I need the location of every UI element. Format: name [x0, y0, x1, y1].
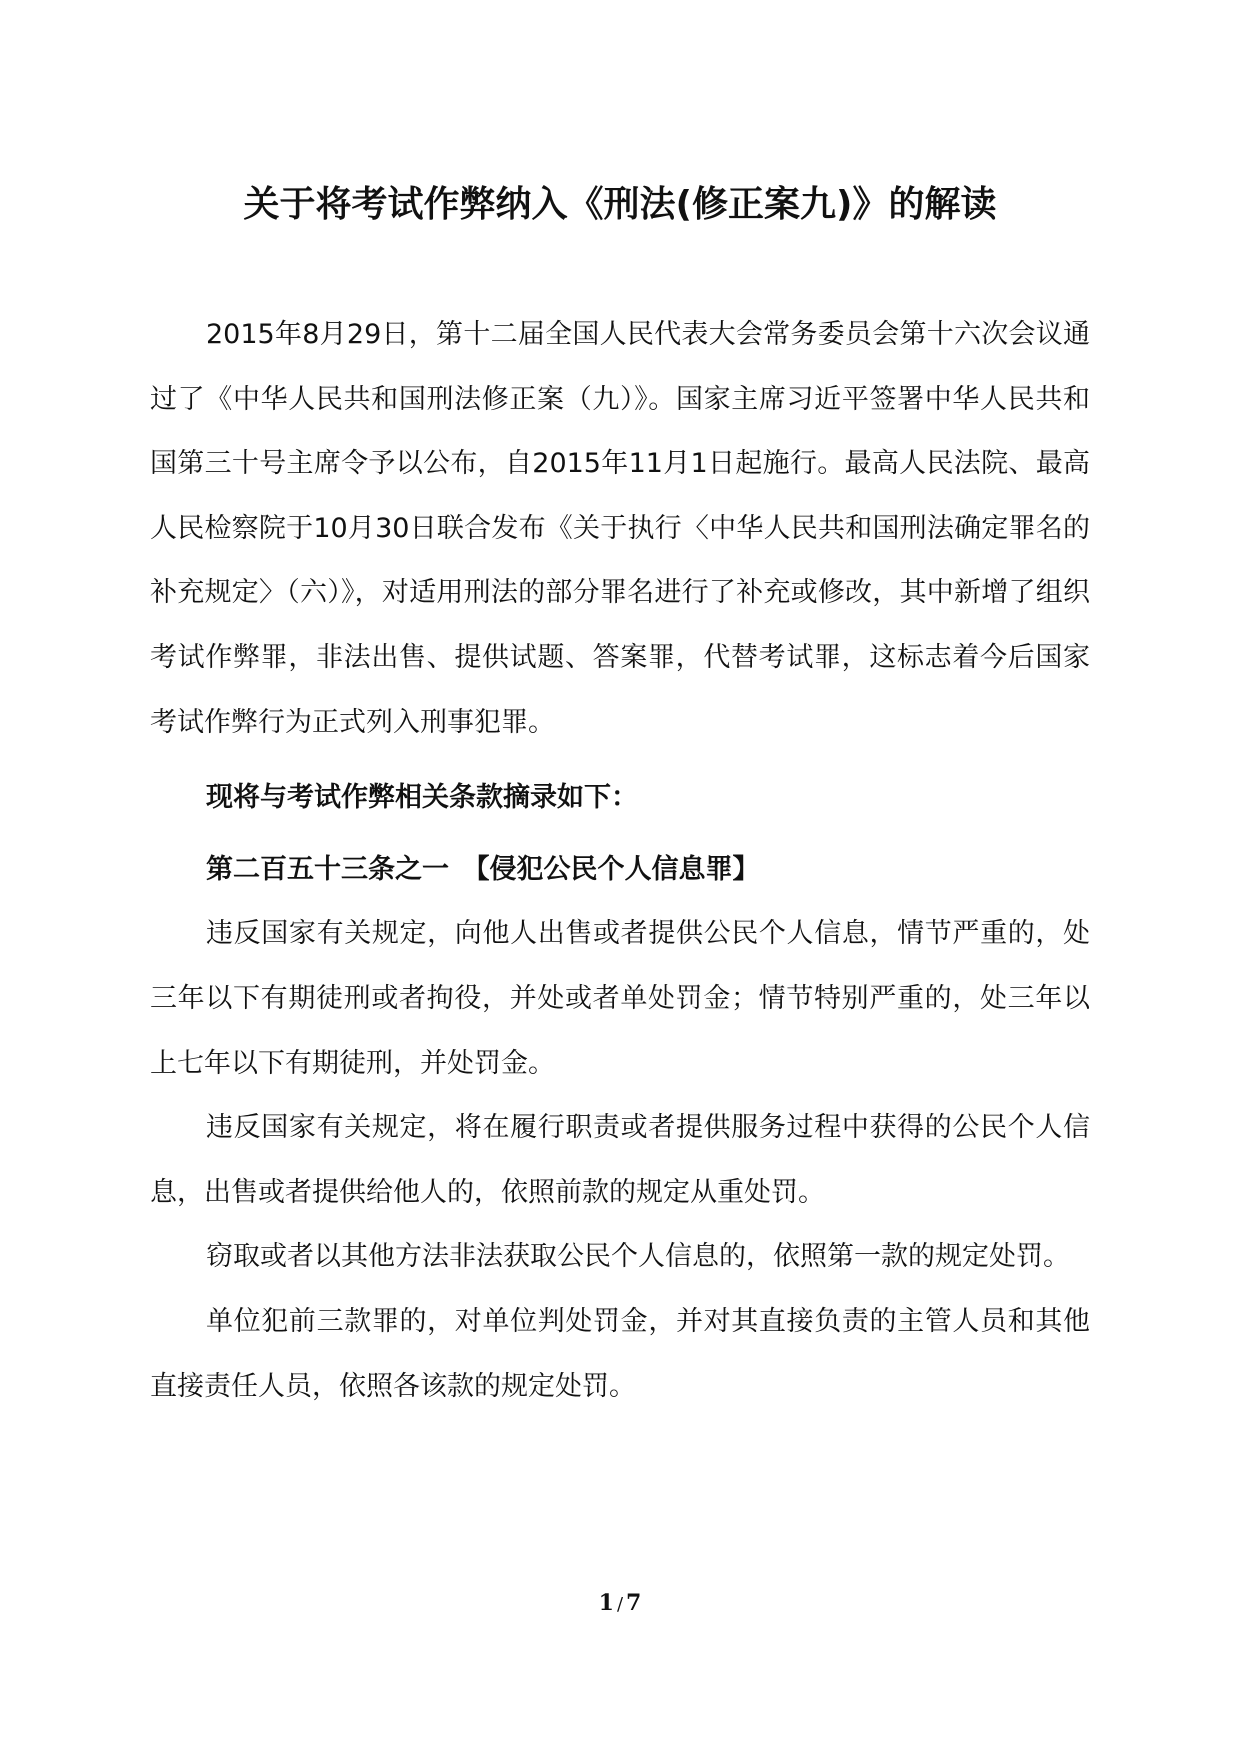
- excerpt-heading: 现将与考试作弊相关条款摘录如下：: [206, 782, 638, 814]
- page-current: 1: [598, 1590, 614, 1616]
- document-body: [150, 303, 1090, 1419]
- page-number: [0, 1590, 1240, 1616]
- document-title: 关于将考试作弊纳入《刑法(修正案九)》的解读: [243, 184, 997, 225]
- article-clause-3: 窃取或者以其他方法非法获取公民个人信息的，依照第一款的规定处罚。: [206, 1241, 1070, 1273]
- page-separator: /: [616, 1594, 624, 1615]
- intro-paragraph: 2015年8月29日，第十二届全国人民代表大会常务委员会第十六次会议通过了《中华人民共和国刑法修正案（九）》。国家主席习近平签署中华人民共和国第三十号主席令予以公布，自2015年11月1日起施行。最高人民法院、最高人民检察院于10月30日联合发布《关于执行〈中华人民共和国刑法确定罪名的补充规定〉（六）》，对适用刑法的部分罪名进行了补充或修改，其中新增了组织考试作弊罪，非法出售、提供试题、答案罪，代替考试罪，这标志着今后国家考试作弊行为正式列入刑事犯罪。: [150, 319, 1090, 738]
- article-heading: 第二百五十三条之一 【侵犯公民个人信息罪】: [206, 853, 760, 885]
- article-clause-1: 违反国家有关规定，向他人出售或者提供公民个人信息，情节严重的，处三年以下有期徒刑或者拘役，并处或者单处罚金；情节特别严重的，处三年以上七年以下有期徒刑，并处罚金。: [150, 918, 1090, 1079]
- article-clause-2: 违反国家有关规定，将在履行职责或者提供服务过程中获得的公民个人信息，出售或者提供给他人的，依照前款的规定从重处罚。: [150, 1112, 1090, 1208]
- page-total: 7: [626, 1590, 642, 1616]
- article-clause-4: 单位犯前三款罪的，对单位判处罚金，并对其直接负责的主管人员和其他直接责任人员，依照各该款的规定处罚。: [150, 1305, 1090, 1402]
